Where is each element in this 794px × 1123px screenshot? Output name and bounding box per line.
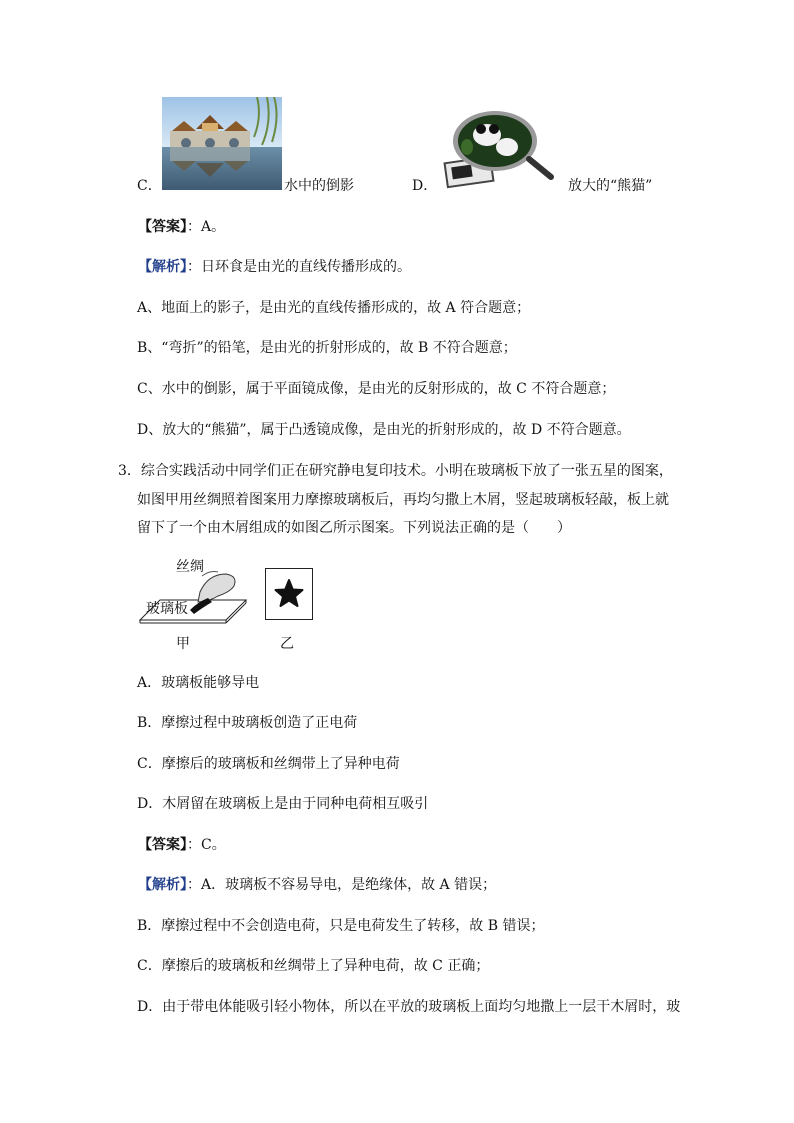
figure-b-star-pattern xyxy=(265,568,313,620)
glass-label: 玻璃板 xyxy=(146,601,188,617)
option-d-letter: D． xyxy=(412,178,438,194)
q3-analysis-intro: ：A．玻璃板不容易导电，是绝缘体，故 A 错误； xyxy=(187,877,497,893)
q3-stem-line: 如图甲用丝绸照着图案用力摩擦玻璃板后，再均匀撒上木屑，竖起玻璃板轻敲，板上就 xyxy=(137,492,669,508)
q3-analysis-line: C．摩擦后的玻璃板和丝绸带上了异种电荷，故 C 正确； xyxy=(137,958,490,974)
q2-analysis-line: B、“弯折”的铅笔，是由光的折射形成的，故 B 不符合题意； xyxy=(137,340,517,356)
magnified-panda-image xyxy=(437,107,555,190)
option-c-caption: 水中的倒影 xyxy=(284,178,354,194)
q2-analysis-line: C、水中的倒影，属于平面镜成像，是由光的反射形成的，故 C 不符合题意； xyxy=(137,381,616,397)
q3-analysis-label: 【解析】 xyxy=(138,877,187,893)
q3-option: A．玻璃板能够导电 xyxy=(137,675,260,691)
option-d-caption: 放大的“熊猫” xyxy=(568,178,653,194)
q2-answer xyxy=(138,217,225,237)
figure-b-caption: 乙 xyxy=(280,636,294,652)
q2-analysis-intro: ：日环食是由光的直线传播形成的。 xyxy=(187,259,411,275)
q3-option: D．木屑留在玻璃板上是由于同种电荷相互吸引 xyxy=(137,796,429,812)
q3-analysis xyxy=(138,875,496,895)
q2-analysis-line: D、放大的“熊猫”，属于凸透镜成像，是由光的折射形成的，故 D 不符合题意。 xyxy=(137,422,631,438)
q3-analysis-line: B．摩擦过程中不会创造电荷，只是电荷发生了转移，故 B 错误； xyxy=(137,918,545,934)
q3-stem-line: 留下了一个由木屑组成的如图乙所示图案。下列说法正确的是（ ） xyxy=(137,520,571,536)
q3-answer xyxy=(138,835,226,855)
q3-option: C．摩擦后的玻璃板和丝绸带上了异种电荷 xyxy=(137,756,400,772)
figure-a-caption: 甲 xyxy=(176,636,190,652)
q3-answer-label: 【答案】 xyxy=(138,837,187,853)
star-icon xyxy=(266,569,312,619)
silk-label: 丝绸 xyxy=(176,559,204,575)
option-c-letter: C． xyxy=(137,178,162,194)
q2-analysis xyxy=(138,257,411,277)
q3-answer-value: ：C。 xyxy=(187,837,226,853)
q2-answer-value: ：A。 xyxy=(187,219,226,235)
q2-analysis-label: 【解析】 xyxy=(138,259,187,275)
q3-analysis-line: D．由于带电体能吸引轻小物体，所以在平放的玻璃板上面均匀地撒上一层干木屑时，玻 xyxy=(137,999,681,1015)
q2-answer-label: 【答案】 xyxy=(138,219,187,235)
q3-option: B．摩擦过程中玻璃板创造了正电荷 xyxy=(137,715,358,731)
q3-stem-line: 3．综合实践活动中同学们正在研究静电复印技术。小明在玻璃板下放了一张五星的图案， xyxy=(118,463,673,479)
q2-analysis-line: A、地面上的影子，是由光的直线传播形成的，故 A 符合题意； xyxy=(137,300,531,316)
pavilion-reflection-image xyxy=(162,97,282,190)
